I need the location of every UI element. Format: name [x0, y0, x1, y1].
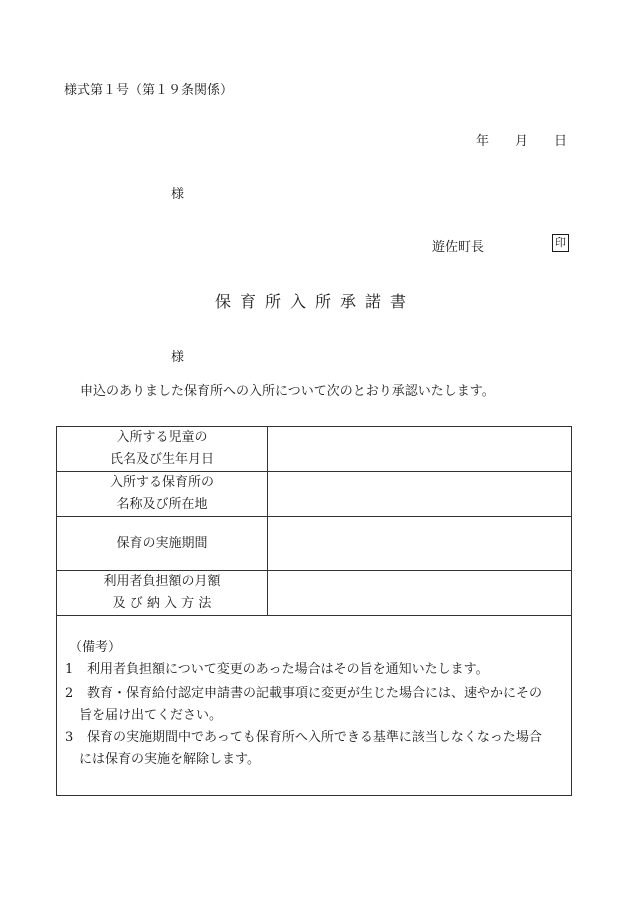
note-text: 利用者負担額について変更のあった場合はその旨を通知いたします。 [87, 662, 489, 677]
row-label-line: 及 び 納 入 方 法 [112, 596, 212, 611]
table-row [57, 427, 572, 472]
note-text: 教育・保育給付認定申請書の記載事項に変更が生じた場合には、速やかにその [87, 686, 543, 701]
row-label-line: 名称及び所在地 [116, 497, 208, 512]
note-text: 保育の実施期間中であっても保育所へ入所できる基準に該当しなくなった場合 [87, 730, 542, 745]
seal-mark: 印 [552, 234, 569, 252]
child-name-birthdate-value [268, 427, 572, 472]
date-day-label: 日 [554, 134, 568, 149]
form-number: 様式第１号（第１９条関係） [64, 83, 234, 98]
note-number: 2 [65, 686, 74, 701]
note-continuation: には保育の実施を解除します。 [79, 752, 260, 767]
note-continuation: 旨を届け出てください。 [79, 708, 223, 723]
note-number: 1 [65, 662, 74, 677]
row-label-line: 入所する保育所の [109, 475, 214, 490]
table-row [57, 517, 572, 571]
document-title: 保育所入所承諾書 [214, 292, 415, 311]
nursery-name-address-value [268, 472, 572, 517]
row-label-line: 利用者負担額の月額 [103, 574, 221, 589]
table-row [57, 472, 572, 517]
details-table [56, 426, 572, 616]
row-label [57, 571, 268, 616]
row-label-line: 入所する児童の [116, 430, 208, 445]
note-number: 3 [65, 730, 74, 745]
date-month-label: 月 [515, 134, 529, 149]
note-item [65, 682, 542, 701]
notes-box [56, 614, 572, 796]
addressee-suffix-mid: 様 [171, 350, 185, 365]
care-period-value [268, 517, 572, 571]
date-year-label: 年 [476, 134, 490, 149]
row-label-line: 氏名及び生年月日 [109, 452, 214, 467]
row-label [57, 427, 268, 472]
note-item [65, 726, 542, 745]
issuer-title: 遊佐町長 [432, 240, 485, 255]
date-line [476, 130, 567, 149]
fee-payment-value [268, 571, 572, 616]
row-label-line: 保育の実施期間 [116, 535, 208, 551]
row-label [57, 472, 268, 517]
notes-heading: （備考） [69, 640, 122, 655]
intro-text: 申込のありました保育所への入所について次のとおり承認いたします。 [80, 384, 495, 399]
table-row [57, 571, 572, 616]
addressee-suffix-top: 様 [171, 187, 185, 202]
row-label [57, 517, 268, 571]
note-item [65, 658, 489, 677]
